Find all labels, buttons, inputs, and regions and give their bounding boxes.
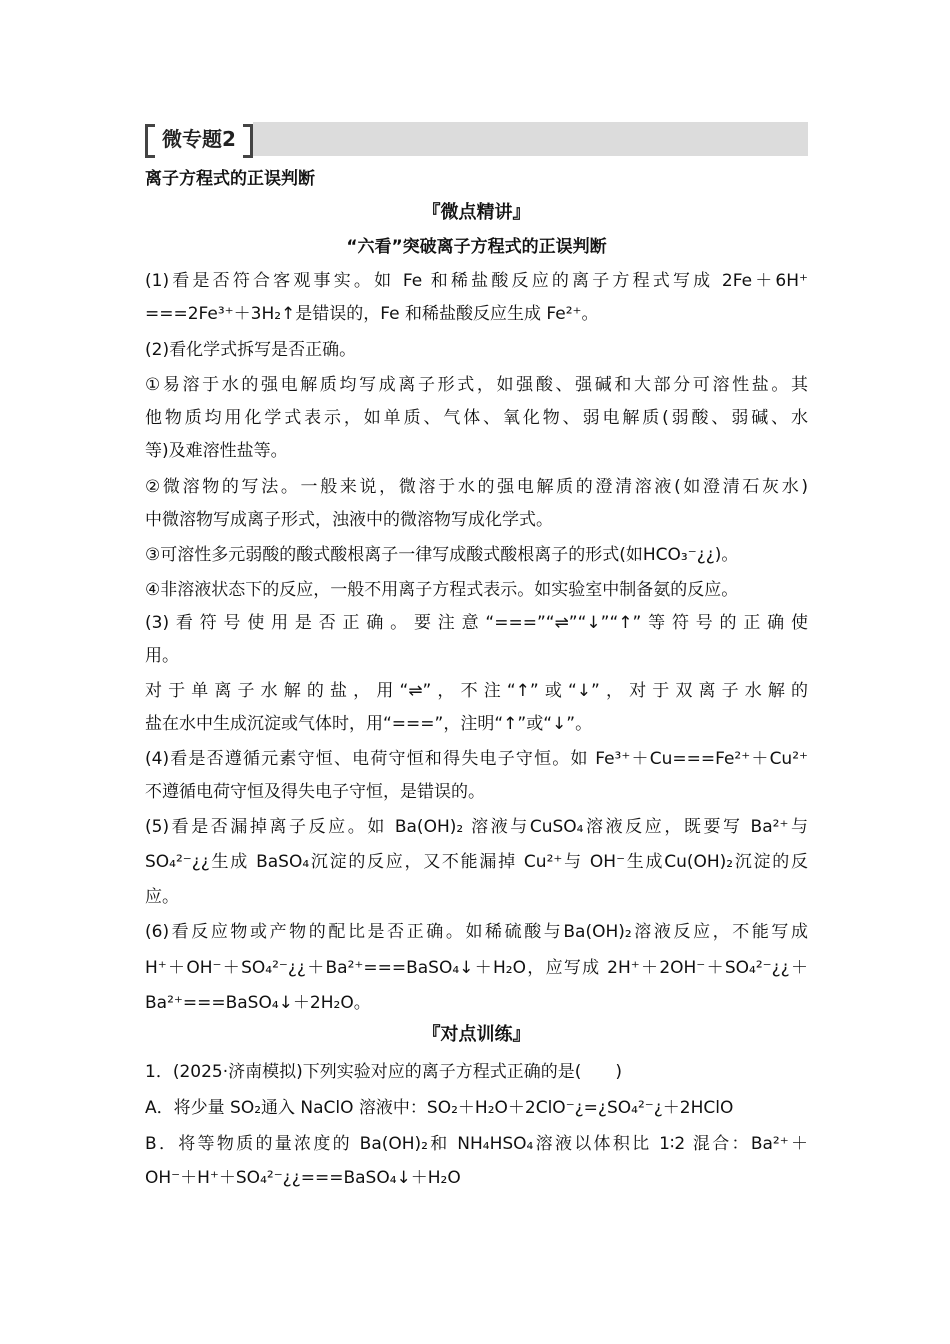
option-b-line2: OH⁻＋H⁺＋SO₄²⁻¿¿===BaSO₄↓＋H₂O bbox=[145, 1168, 461, 1188]
section-title-practice: 『对点训练』 bbox=[422, 1024, 531, 1045]
question-stem: 1．(2025·济南模拟)下列实验对应的离子方程式正确的是( ) bbox=[145, 1062, 623, 1082]
text-line: (4)看是否遵循元素守恒、电荷守恒和得失电子守恒。如 Fe³⁺＋Cu===Fe²⁺＋Cu²⁺ bbox=[145, 749, 808, 769]
option-b-line1: B．将等物质的量浓度的 Ba(OH)₂和 NH₄HSO₄溶液以体积比 1∶2 混合：Ba²⁺＋ bbox=[145, 1134, 808, 1154]
text-line: ②微溶物的写法。一般来说，微溶于水的强电解质的澄清溶液(如澄清石灰水) bbox=[145, 477, 808, 497]
text-line: (1)看是否符合客观事实。如 Fe 和稀盐酸反应的离子方程式写成 2Fe＋6H⁺ bbox=[145, 271, 808, 291]
text-line: 用。 bbox=[145, 646, 179, 666]
text-line: (2)看化学式拆写是否正确。 bbox=[145, 340, 357, 360]
text-line: 对于单离子水解的盐，用“⇌”，不注“↑”或“↓”，对于双离子水解的 bbox=[145, 681, 808, 701]
text-line: 他物质均用化学式表示，如单质、气体、氧化物、弱电解质(弱酸、弱碱、水 bbox=[145, 408, 808, 428]
topic-banner bbox=[145, 122, 808, 156]
main-heading: “六看”突破离子方程式的正误判断 bbox=[346, 237, 607, 257]
text-line: 不遵循电荷守恒及得失电子守恒，是错误的。 bbox=[145, 782, 485, 802]
text-line: ===2Fe³⁺＋3H₂↑是错误的，Fe 和稀盐酸反应生成 Fe²⁺。 bbox=[145, 304, 599, 324]
text-line: 中微溶物写成离子形式，浊液中的微溶物写成化学式。 bbox=[145, 510, 553, 530]
text-line: ③可溶性多元弱酸的酸式酸根离子一律写成酸式酸根离子的形式(如HCO₃⁻¿¿)。 bbox=[145, 545, 739, 565]
text-line: (5)看是否漏掉离子反应。如 Ba(OH)₂ 溶液与CuSO₄溶液反应，既要写 Ba²⁺与 bbox=[145, 817, 808, 837]
text-line: H⁺＋OH⁻＋SO₄²⁻¿¿＋Ba²⁺===BaSO₄↓＋H₂O，应写成 2H⁺＋2OH⁻＋SO₄²⁻¿¿＋ bbox=[145, 958, 808, 978]
section-title-explain: 『微点精讲』 bbox=[422, 202, 531, 223]
text-line: 应。 bbox=[145, 887, 179, 907]
text-line: SO₄²⁻¿¿生成 BaSO₄沉淀的反应，又不能漏掉 Cu²⁺与 OH⁻生成Cu(OH)₂沉淀的反 bbox=[145, 852, 808, 872]
text-line: 等)及难溶性盐等。 bbox=[145, 441, 288, 461]
text-line: Ba²⁺===BaSO₄↓＋2H₂O。 bbox=[145, 993, 371, 1013]
text-line: ①易溶于水的强电解质均写成离子形式，如强酸、强碱和大部分可溶性盐。其 bbox=[145, 375, 808, 395]
topic-tag: 微专题2 bbox=[145, 122, 253, 156]
text-line: 盐在水中生成沉淀或气体时，用“===”，注明“↑”或“↓”。 bbox=[145, 714, 593, 734]
topic-subtitle: 离子方程式的正误判断 bbox=[145, 169, 315, 189]
text-line: (3)看符号使用是否正确。要注意“===”“⇌”“↓”“↑”等符号的正确使 bbox=[145, 613, 808, 633]
text-line: ④非溶液状态下的反应，一般不用离子方程式表示。如实验室中制备氨的反应。 bbox=[145, 580, 739, 600]
text-line: (6)看反应物或产物的配比是否正确。如稀硫酸与Ba(OH)₂溶液反应，不能写成 bbox=[145, 922, 808, 942]
option-a: A．将少量 SO₂通入 NaClO 溶液中：SO₂＋H₂O＋2ClO⁻¿=¿SO₄²⁻¿＋2HClO bbox=[145, 1098, 734, 1118]
